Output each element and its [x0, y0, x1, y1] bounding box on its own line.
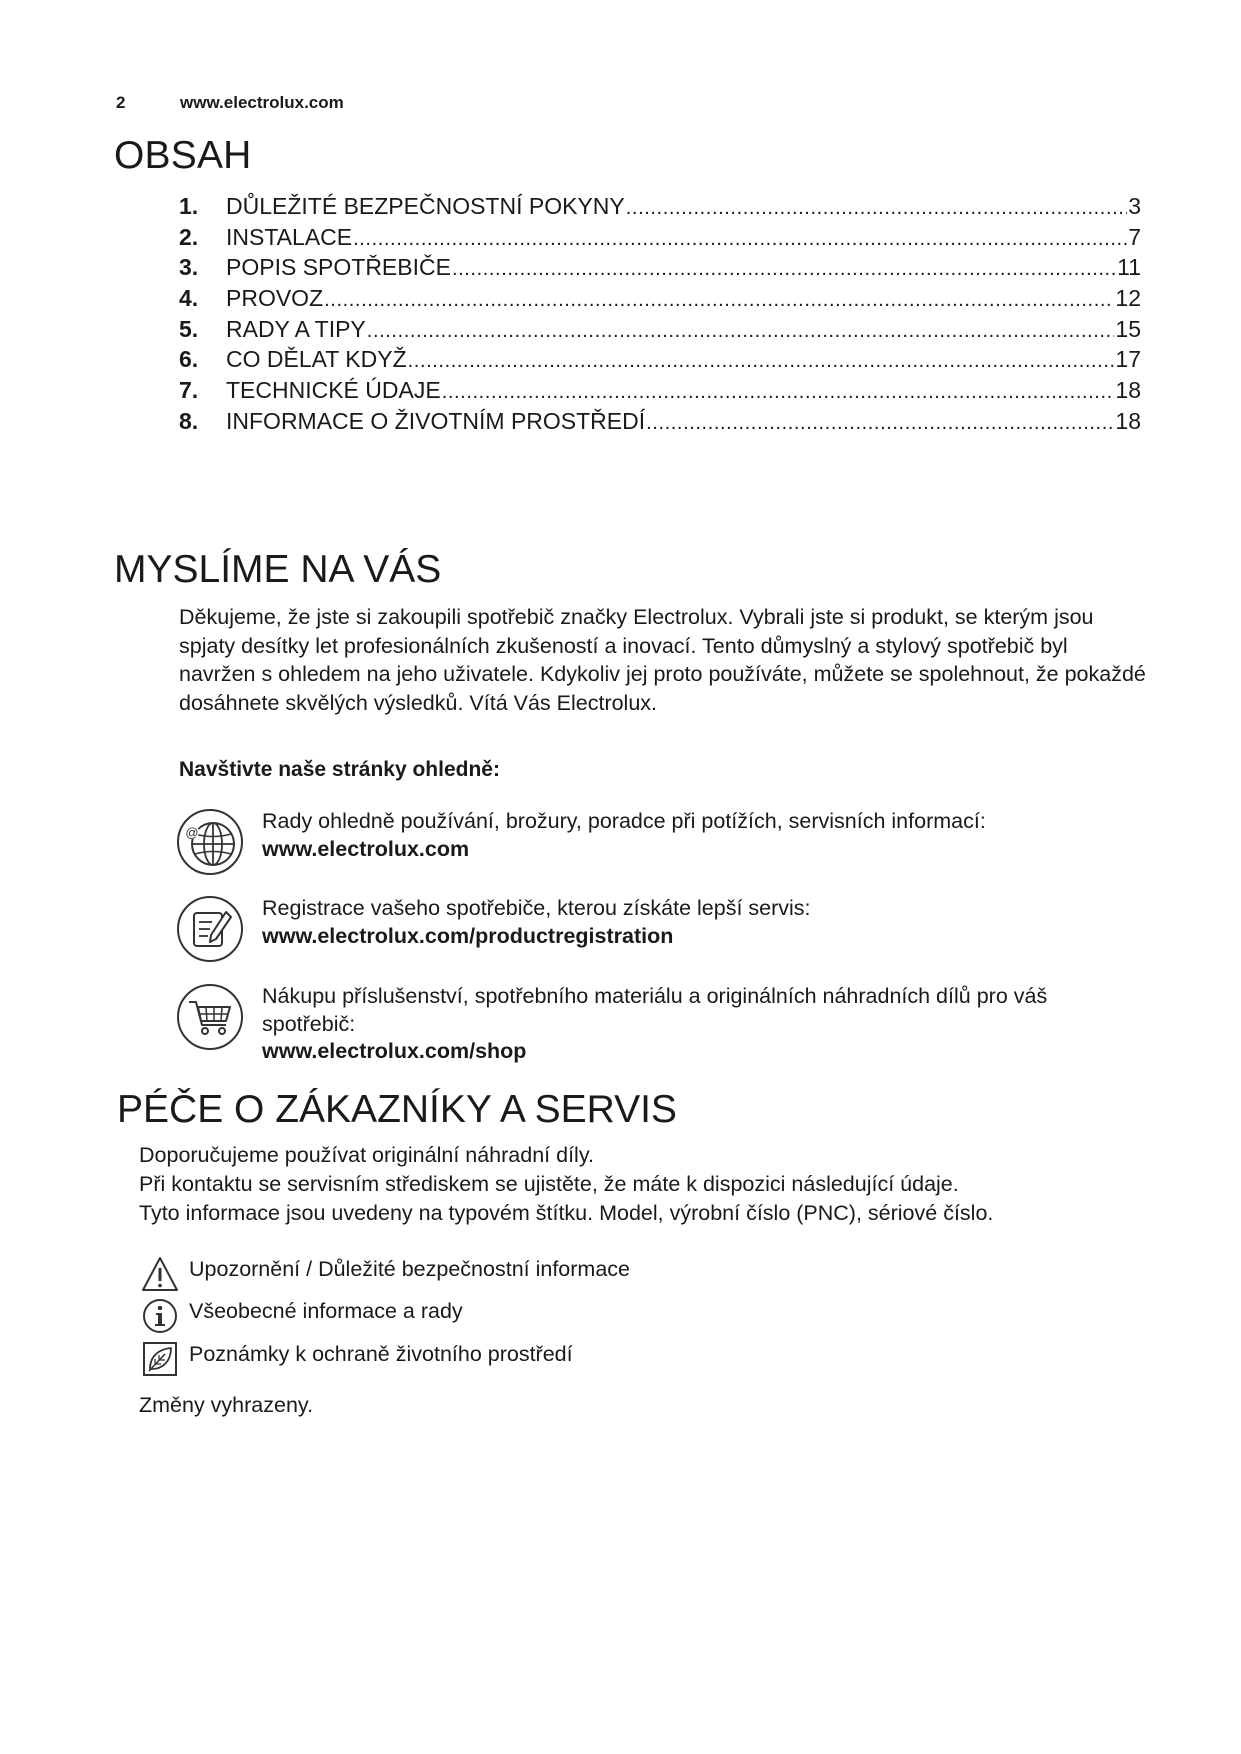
page-number: 2 [116, 93, 126, 112]
toc-item[interactable] [179, 285, 1141, 316]
toc-leader-dots [367, 320, 1115, 343]
toc-item-number: 1. [179, 193, 199, 219]
legend-warning-text: Upozornění / Důležité bezpečnostní informace [189, 1257, 630, 1281]
shop-link-url[interactable]: www.electrolux.com/shop [262, 1039, 527, 1063]
toc-item-page: 3 [1128, 193, 1141, 219]
care-line: Doporučujeme používat originální náhradní díly. [139, 1143, 594, 1167]
page-header [116, 93, 344, 113]
toc-item-number: 4. [179, 285, 199, 312]
toc-item-number: 8. [179, 407, 199, 434]
about-title: MYSLÍME NA VÁS [114, 548, 442, 591]
care-paragraph [139, 1141, 1139, 1228]
registration-icon [176, 895, 244, 963]
registration-link-text [262, 895, 1132, 950]
support-link-url[interactable]: www.electrolux.com [262, 836, 470, 861]
toc-item-number: 2. [179, 223, 199, 250]
toc-leader-dots [452, 258, 1116, 281]
toc-item-title: POPIS SPOTŘEBIČE [226, 254, 451, 281]
toc-item-page: 15 [1115, 315, 1141, 342]
registration-link-url[interactable]: www.electrolux.com/productregistration [262, 923, 674, 948]
toc-item-title: TECHNICKÉ ÚDAJE [226, 377, 441, 404]
toc-item-title: INFORMACE O ŽIVOTNÍM PROSTŘEDÍ [226, 407, 646, 434]
legend-info-text: Všeobecné informace a rady [189, 1299, 463, 1323]
toc-item-title: DŮLEŽITÉ BEZPEČNOSTNÍ POKYNY [226, 193, 625, 219]
toc-item[interactable] [179, 224, 1141, 255]
toc-item-number: 5. [179, 315, 199, 342]
toc-leader-dots [626, 197, 1127, 220]
intro-paragraph: Děkujeme, že jste si zakoupili spotřebič značky Electrolux. Vybrali jste si produkt, se kterým jsou spjaty desítky let profesionálních zkušeností a inovací. Tento důmyslný a stylový spotřebič byl navržen s ohledem na jeho uživatele. Kdykoliv jej proto používáte, můžete se spolehnout, že pokaždé dosáhnete skvělých výsledků. Vítá Vás Electrolux. [179, 605, 1146, 715]
toc-item-title: INSTALACE [226, 223, 353, 250]
toc-item-page: 12 [1115, 285, 1141, 312]
globe-icon [176, 808, 244, 876]
visit-heading: Navštivte naše stránky ohledně: [179, 758, 500, 781]
info-icon [141, 1297, 179, 1335]
toc-item[interactable] [179, 408, 1141, 439]
shop-link-description: Nákupu příslušenství, spotřebního materiálu a originálních náhradních dílů pro váš spotřebič: [262, 984, 1048, 1036]
changes-reserved: Změny vyhrazeny. [139, 1393, 314, 1417]
support-link-description: Rady ohledně používání, brožury, poradce při potížích, servisních informací: [262, 809, 986, 833]
shop-link-text [262, 983, 1132, 1066]
care-line: Při kontaktu se servisním střediskem se ujistěte, že máte k dispozici následující údaje. [139, 1172, 959, 1196]
toc-leader-dots [442, 381, 1115, 404]
care-line: Tyto informace jsou uvedeny na typovém štítku. Model, výrobní číslo (PNC), sériové číslo. [139, 1201, 994, 1225]
table-of-contents [179, 193, 1141, 439]
toc-leader-dots [324, 289, 1114, 312]
toc-item-page: 7 [1128, 223, 1141, 250]
toc-item[interactable] [179, 254, 1141, 285]
toc-item-number: 6. [179, 346, 199, 373]
toc-item-title: RADY A TIPY [226, 315, 366, 342]
toc-item-title: PROVOZ [226, 285, 324, 312]
toc-item[interactable] [179, 377, 1141, 408]
warning-icon [141, 1255, 179, 1293]
svg-text:@: @ [185, 825, 199, 840]
toc-item-page: 18 [1115, 377, 1141, 404]
toc-item-page: 11 [1117, 254, 1141, 281]
care-title: PÉČE O ZÁKAZNÍKY A SERVIS [117, 1088, 677, 1131]
shopping-cart-icon [176, 983, 244, 1051]
toc-item-number: 7. [179, 377, 199, 404]
toc-leader-dots [646, 412, 1114, 435]
toc-item[interactable] [179, 316, 1141, 347]
toc-leader-dots [408, 350, 1115, 373]
toc-item[interactable] [179, 346, 1141, 377]
support-link-text [262, 808, 1132, 863]
toc-leader-dots [353, 228, 1127, 251]
toc-item[interactable] [179, 193, 1141, 224]
registration-link-description: Registrace vašeho spotřebiče, kterou získáte lepší servis: [262, 896, 811, 920]
leaf-icon [141, 1340, 179, 1378]
toc-item-page: 18 [1115, 407, 1141, 434]
toc-item-title: CO DĚLAT KDYŽ [226, 346, 407, 373]
toc-item-page: 17 [1115, 346, 1141, 373]
contents-title: OBSAH [114, 134, 252, 177]
toc-item-number: 3. [179, 254, 199, 281]
legend-environment-text: Poznámky k ochraně životního prostředí [189, 1342, 573, 1366]
header-website[interactable]: www.electrolux.com [180, 93, 344, 112]
